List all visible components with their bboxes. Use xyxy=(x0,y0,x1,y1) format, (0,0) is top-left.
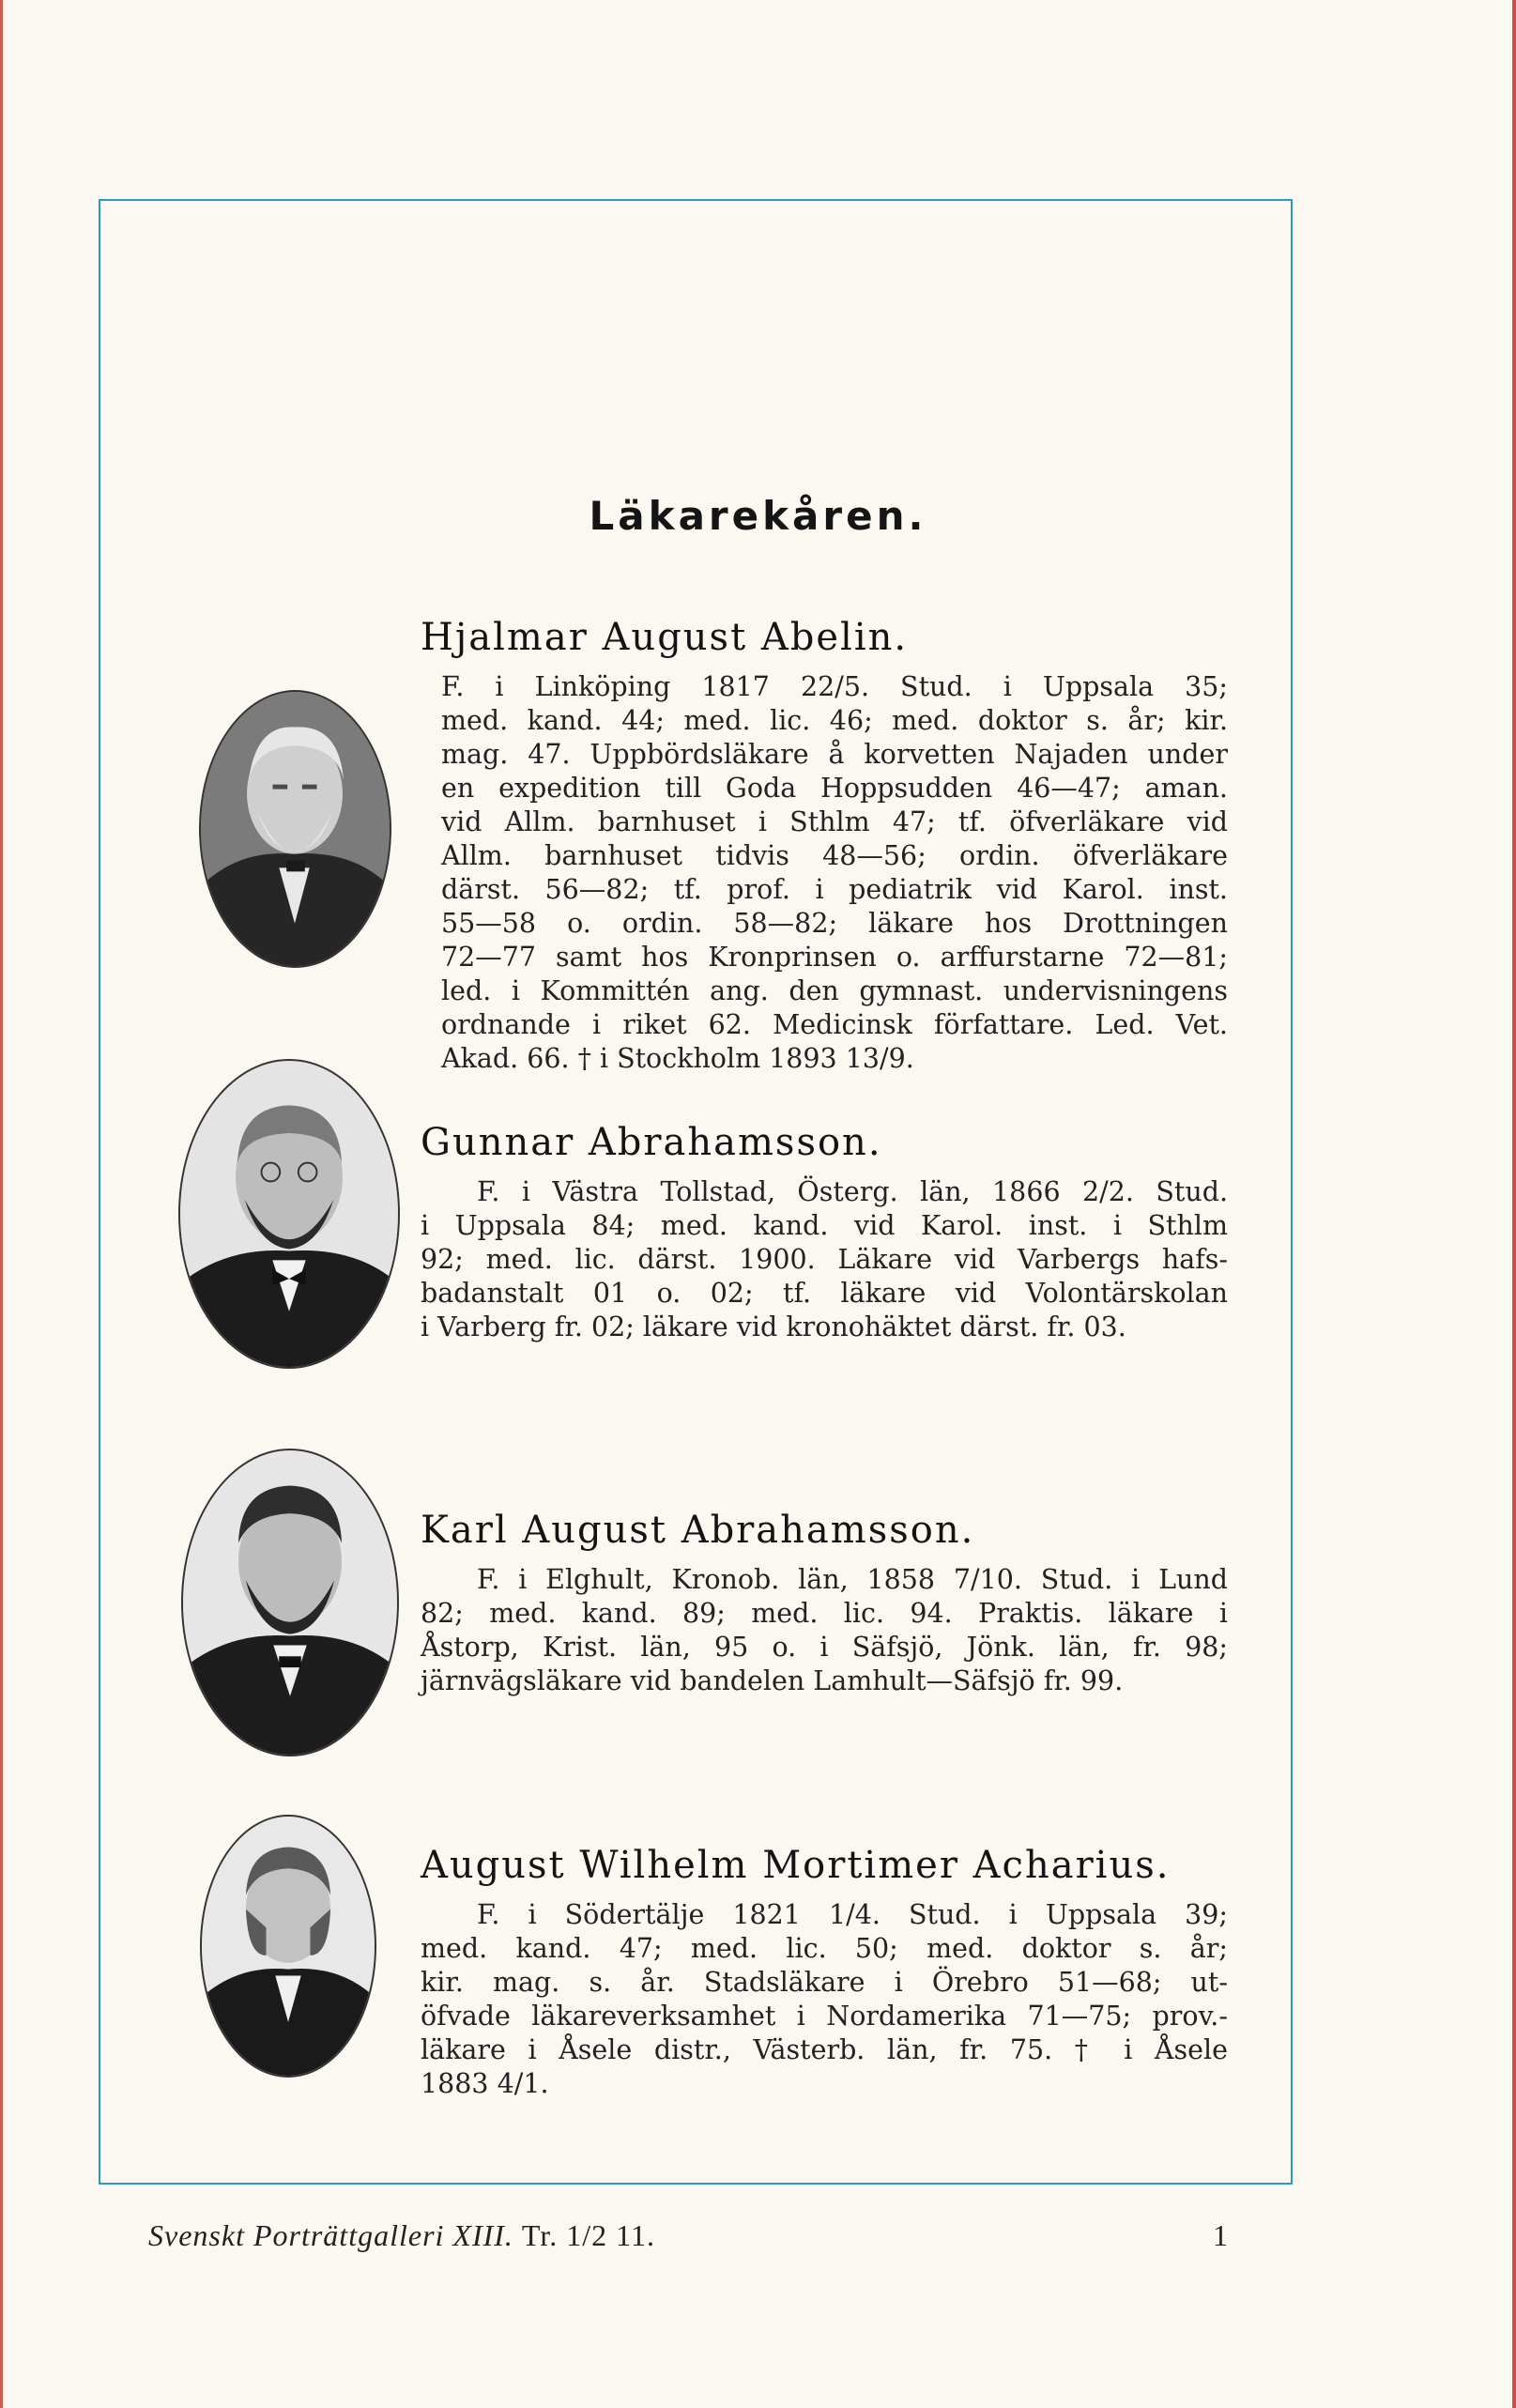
bio-line: 82; med. kand. 89; med. lic. 94. Praktis. läkare i xyxy=(421,1598,1228,1629)
entry-name: Gunnar Abrahamsson. xyxy=(421,1121,882,1164)
bio-line: 72—77 samt hos Kronprinsen o. arffurstarne 72—81; xyxy=(441,942,1228,973)
bio-line: F. i Elghult, Kronob. län, 1858 7/10. Stud. i Lund xyxy=(477,1564,1228,1595)
entry-name: Karl August Abrahamsson. xyxy=(421,1509,975,1552)
bio-line: i Uppsala 84; med. kand. vid Karol. inst. i Sthlm xyxy=(421,1210,1228,1241)
entry-name: Hjalmar August Abelin. xyxy=(421,616,909,659)
bio-line: kir. mag. s. år. Stadsläkare i Örebro 51—68; ut- xyxy=(421,1967,1228,1998)
bio-line: vid Allm. barnhuset i Sthlm 47; tf. öfverläkare vid xyxy=(441,806,1228,837)
portrait-abelin xyxy=(199,690,391,968)
entry-name: August Wilhelm Mortimer Acharius. xyxy=(421,1844,1171,1887)
entry-acharius xyxy=(421,1840,1228,2101)
bio-line: en expedition till Goda Hoppsudden 46—47; aman. xyxy=(441,773,1228,804)
entry-biography xyxy=(421,670,1228,1076)
bio-line: därst. 56—82; tf. prof. i pediatrik vid Karol. inst. xyxy=(441,874,1228,905)
footer-left xyxy=(148,2218,655,2253)
footer-title: Svenskt Porträttgalleri XIII. xyxy=(148,2218,513,2252)
bio-line: läkare i Åsele distr., Västerb. län, fr. 75. † i Åsele xyxy=(421,2034,1228,2065)
bio-line: F. i Västra Tollstad, Österg. län, 1866 2/2. Stud. xyxy=(477,1176,1228,1207)
bio-line: F. i Linköping 1817 22/5. Stud. i Uppsala 35; xyxy=(441,671,1228,702)
bio-line: med. kand. 44; med. lic. 46; med. doktor s. år; kir. xyxy=(441,705,1228,736)
portrait-karl-august-abrahamsson xyxy=(181,1449,399,1756)
entry-abelin xyxy=(421,612,1228,1076)
bio-line: mag. 47. Uppbördsläkare å korvetten Najaden under xyxy=(441,739,1228,770)
bio-line: badanstalt 01 o. 02; tf. läkare vid Volontärskolan xyxy=(421,1278,1228,1309)
footer-part: Tr. 1/2 11. xyxy=(521,2218,655,2252)
bio-line: led. i Kommittén ang. den gymnast. undervisningens xyxy=(441,975,1228,1006)
portrait-acharius xyxy=(200,1815,376,2078)
bio-line: 1883 4/1. xyxy=(421,2068,549,2099)
bio-line: Akad. 66. † i Stockholm 1893 13/9. xyxy=(441,1043,914,1074)
page-edge-right xyxy=(1512,0,1516,2408)
bio-line: med. kand. 47; med. lic. 50; med. doktor s. år; xyxy=(421,1933,1228,1964)
bio-line: Åstorp, Krist. län, 95 o. i Säfsjö, Jönk. län, fr. 98; xyxy=(421,1632,1228,1663)
bio-line: öfvade läkareverksamhet i Nordamerika 71—75; prov.- xyxy=(421,2001,1228,2032)
page-title: Läkarekåren. xyxy=(589,493,927,539)
bio-line: ordnande i riket 62. Medicinsk författare. Led. Vet. xyxy=(441,1009,1228,1040)
bio-line: järnvägsläkare vid bandelen Lamhult—Säfsjö fr. 99. xyxy=(421,1665,1124,1696)
entry-biography xyxy=(421,1175,1228,1344)
entry-biography xyxy=(421,1898,1228,2101)
bio-line: 55—58 o. ordin. 58—82; läkare hos Drottningen xyxy=(441,908,1228,939)
page-edge-left xyxy=(0,0,3,2408)
bio-line: Allm. barnhuset tidvis 48—56; ordin. öfverläkare xyxy=(441,840,1228,871)
entry-biography xyxy=(421,1563,1228,1698)
bio-line: F. i Södertälje 1821 1/4. Stud. i Uppsala 39; xyxy=(477,1899,1228,1930)
page-number: 1 xyxy=(1213,2218,1228,2252)
bio-line: 92; med. lic. därst. 1900. Läkare vid Varbergs hafs- xyxy=(421,1244,1228,1275)
bio-line: i Varberg fr. 02; läkare vid kronohäktet därst. fr. 03. xyxy=(421,1311,1126,1342)
entry-gunnar-abrahamsson xyxy=(421,1117,1228,1344)
entry-karl-august-abrahamsson xyxy=(421,1505,1228,1698)
portrait-gunnar-abrahamsson xyxy=(178,1059,400,1369)
